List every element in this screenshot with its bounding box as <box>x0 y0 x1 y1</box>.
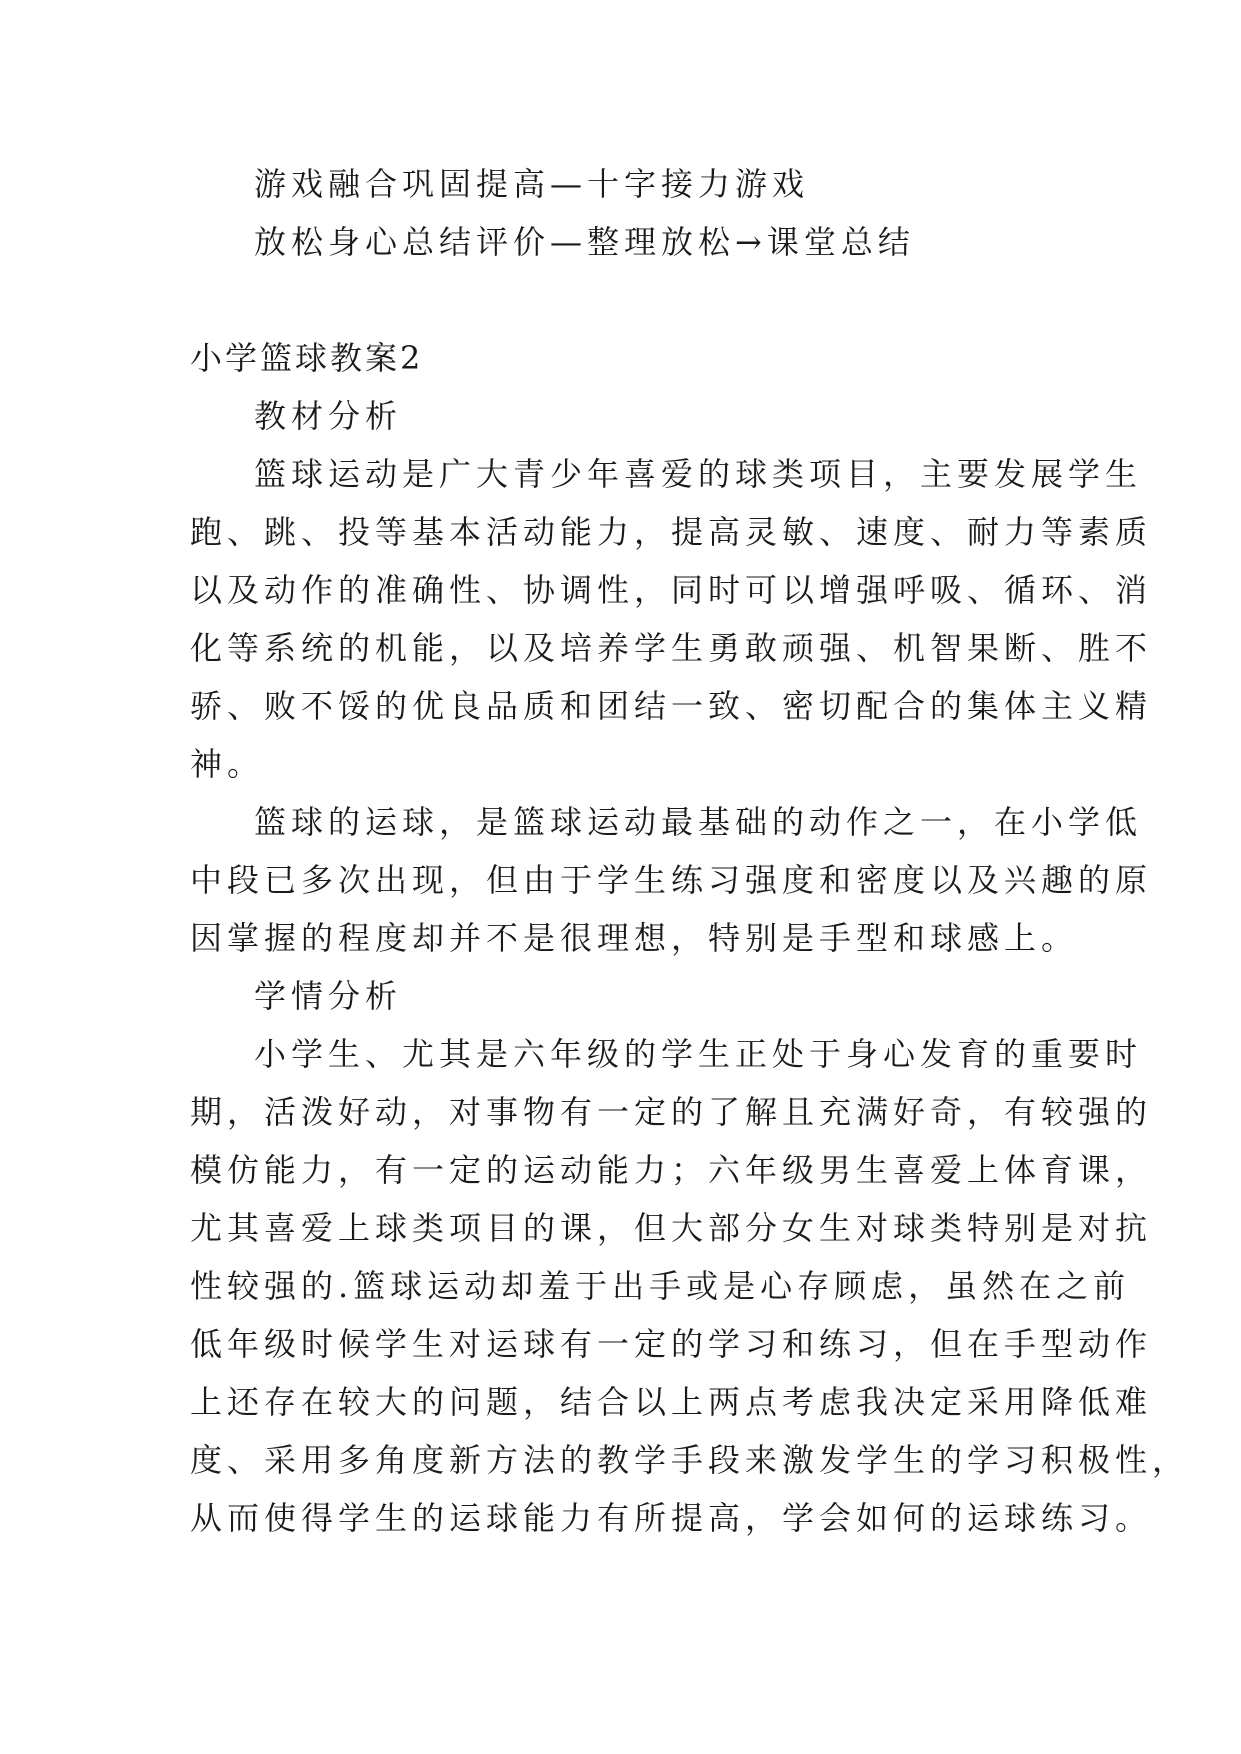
intro-line: 放松身心总结评价—整理放松→课堂总结 <box>254 223 915 261</box>
paragraph-line: 度、采用多角度新方法的教学手段来激发学生的学习积极性， <box>190 1441 1190 1479</box>
paragraph-line: 中段已多次出现，但由于学生练习强度和密度以及兴趣的原 <box>190 861 1153 899</box>
paragraph-line: 跑、跳、投等基本活动能力，提高灵敏、速度、耐力等素质 <box>190 513 1153 551</box>
paragraph-line: 篮球运动是广大青少年喜爱的球类项目，主要发展学生 <box>254 455 1143 493</box>
paragraph-line: 模仿能力，有一定的运动能力；六年级男生喜爱上体育课， <box>190 1151 1153 1189</box>
paragraph-line: 上还存在较大的问题，结合以上两点考虑我决定采用降低难 <box>190 1383 1153 1421</box>
student-heading: 学情分析 <box>254 977 403 1015</box>
paragraph-line: 骄、败不馁的优良品质和团结一致、密切配合的集体主义精 <box>190 687 1153 725</box>
paragraph-line: 低年级时候学生对运球有一定的学习和练习，但在手型动作 <box>190 1325 1153 1363</box>
paragraph-line: 因掌握的程度却并不是很理想，特别是手型和球感上。 <box>190 919 1079 957</box>
paragraph-line: 化等系统的机能，以及培养学生勇敢顽强、机智果断、胜不 <box>190 629 1153 667</box>
paragraph-line: 以及动作的准确性、协调性，同时可以增强呼吸、循环、消 <box>190 571 1153 609</box>
intro-line: 游戏融合巩固提高—十字接力游戏 <box>254 165 810 203</box>
section-title: 小学篮球教案2 <box>190 339 424 377</box>
paragraph-line: 期，活泼好动，对事物有一定的了解且充满好奇，有较强的 <box>190 1093 1153 1131</box>
paragraph-line: 尤其喜爱上球类项目的课，但大部分女生对球类特别是对抗 <box>190 1209 1153 1247</box>
paragraph-line: 从而使得学生的运球能力有所提高，学会如何的运球练习。 <box>190 1499 1153 1537</box>
paragraph-line: 小学生、尤其是六年级的学生正处于身心发育的重要时 <box>254 1035 1143 1073</box>
paragraph-line: 性较强的.篮球运动却羞于出手或是心存顾虑，虽然在之前 <box>190 1267 1131 1305</box>
material-heading: 教材分析 <box>254 397 403 435</box>
paragraph-line: 篮球的运球，是篮球运动最基础的动作之一，在小学低 <box>254 803 1143 841</box>
paragraph-line: 神。 <box>190 745 265 783</box>
